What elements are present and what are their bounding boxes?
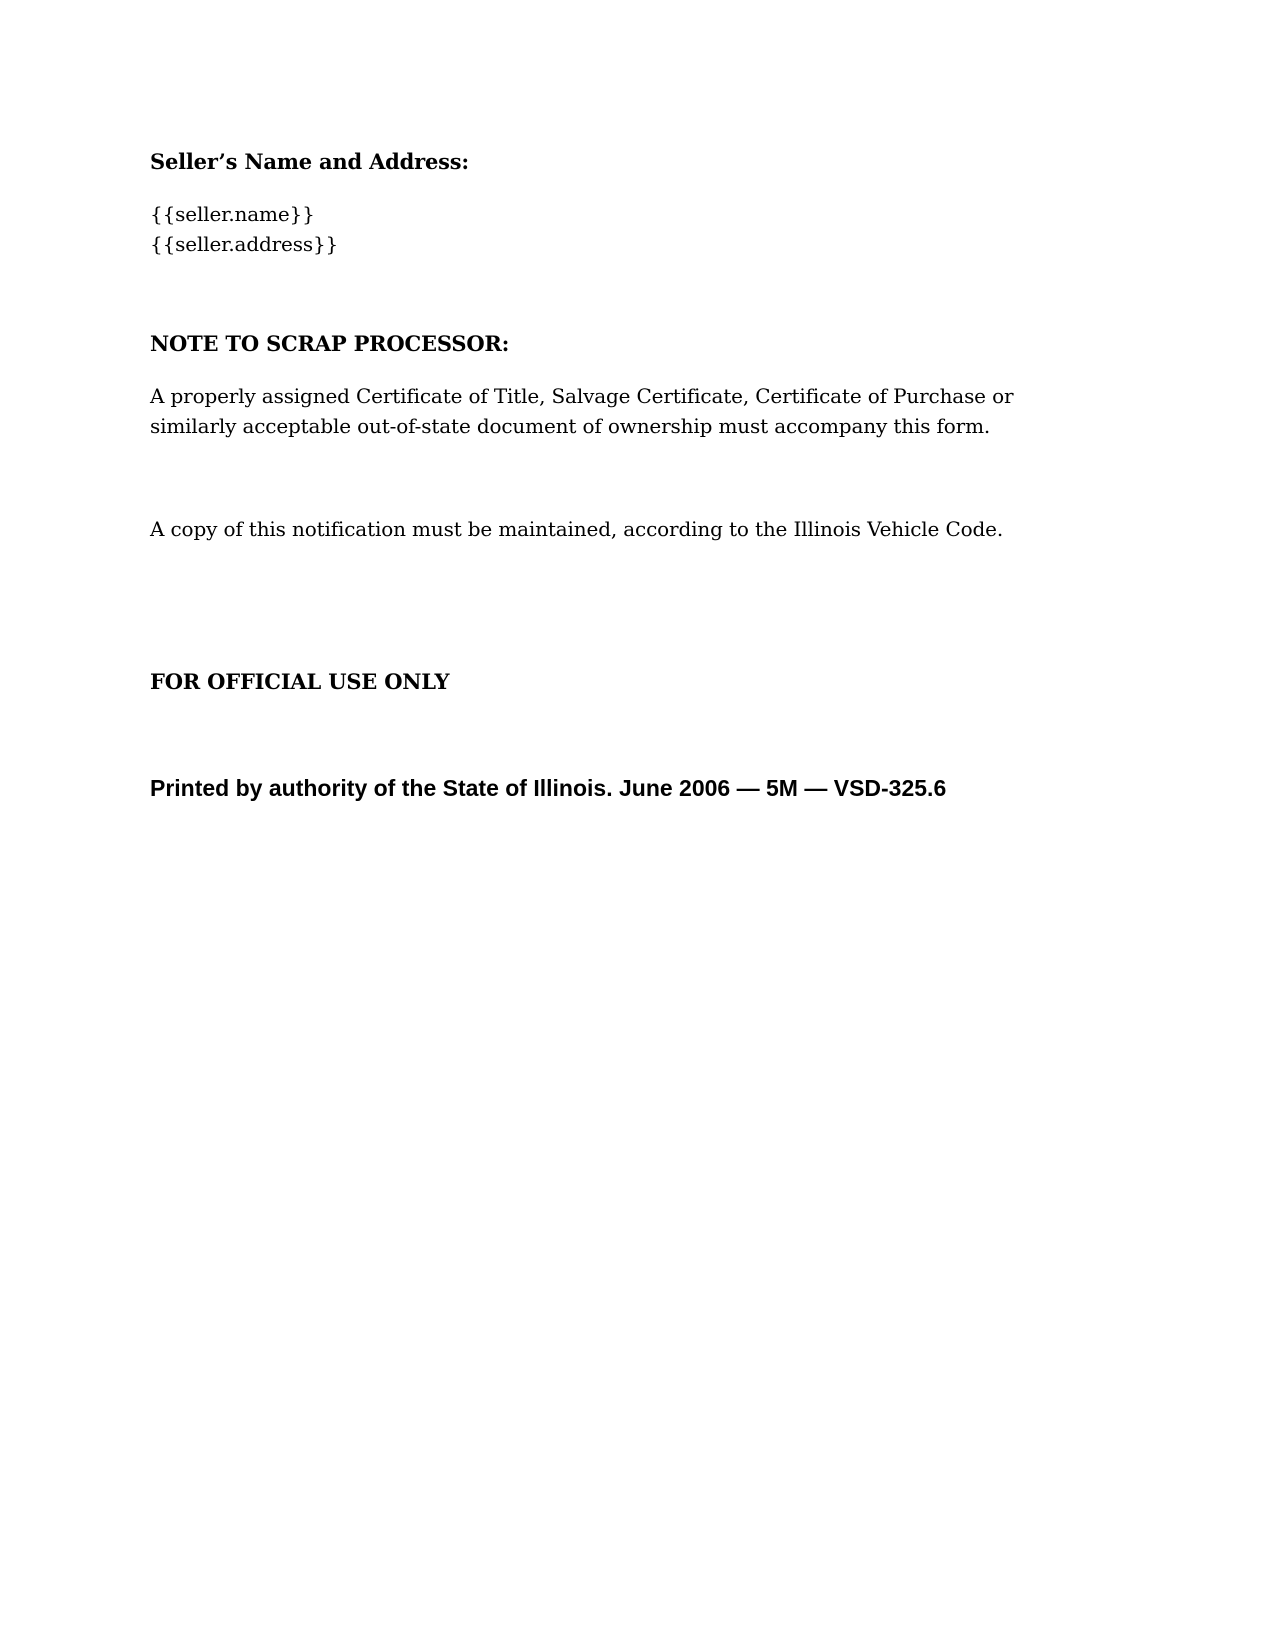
printing-authority-footer: Printed by authority of the State of Illinois. June 2006 — 5M — VSD-325.6 (150, 775, 947, 801)
note-text: A properly assigned Certificate of Title, Salvage Certificate, Certificate of Purchase or similarly acceptable out-of-state document of ownership must accompany this form. (150, 384, 1014, 438)
seller-heading: Seller’s Name and Address: (150, 149, 469, 174)
seller-address-placeholder: {{seller.address}} (150, 232, 339, 256)
copy-notice: A copy of this notification must be maintained, according to the Illinois Vehicle Code. (150, 517, 1004, 541)
official-use-heading: FOR OFFICIAL USE ONLY (150, 669, 450, 694)
note-heading: NOTE TO SCRAP PROCESSOR: (150, 331, 510, 356)
seller-info (150, 199, 338, 259)
seller-name-placeholder: {{seller.name}} (150, 202, 315, 226)
